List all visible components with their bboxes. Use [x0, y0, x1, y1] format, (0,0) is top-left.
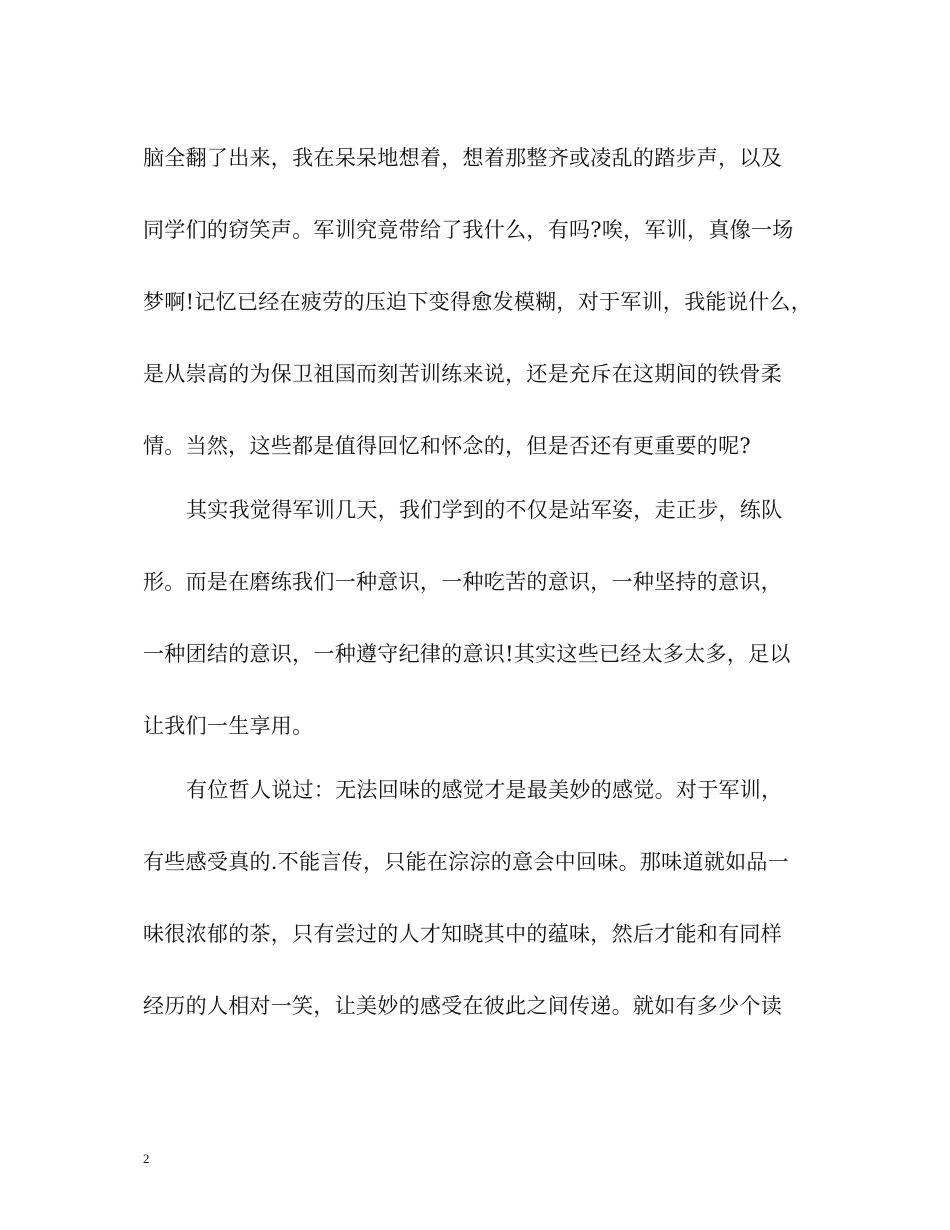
text-line: 经历的人相对一笑，让美妙的感受在彼此之间传递。就如有多少个读 — [143, 994, 782, 1018]
text-line: 味很浓郁的茶，只有尝过的人才知晓其中的蕴味，然后才能和有同样 — [143, 922, 782, 946]
page-number: 2 — [143, 1151, 150, 1166]
text-line: 形。而是在磨练我们一种意识，一种吃苦的意识，一种坚持的意识， — [143, 570, 782, 594]
text-line: 是从崇高的为保卫祖国而刻苦训练来说，还是充斥在这期间的铁骨柔 — [143, 362, 782, 386]
text-line: 梦啊!记忆已经在疲劳的压迫下变得愈发模糊，对于军训，我能说什么， — [143, 290, 813, 314]
paragraph-first-line: 其实我觉得军训几天，我们学到的不仅是站军姿，走正步，练队 — [186, 498, 783, 522]
text-line: 有些感受真的.不能言传，只能在淙淙的意会中回味。那味道就如品一 — [143, 850, 789, 874]
text-line: 情。当然，这些都是值得回忆和怀念的，但是否还有更重要的呢? — [143, 434, 751, 458]
text-line: 一种团结的意识，一种遵守纪律的意识!其实这些已经太多太多，足以 — [143, 642, 791, 666]
text-line: 脑全翻了出来，我在呆呆地想着，想着那整齐或凌乱的踏步声，以及 — [143, 146, 782, 170]
text-line: 让我们一生享用。 — [143, 714, 314, 738]
text-line: 同学们的窃笑声。军训究竟带给了我什么，有吗?唉，军训，真像一场 — [143, 218, 794, 242]
paragraph-first-line: 有位哲人说过：无法回味的感觉才是最美妙的感觉。对于军训， — [186, 778, 783, 802]
